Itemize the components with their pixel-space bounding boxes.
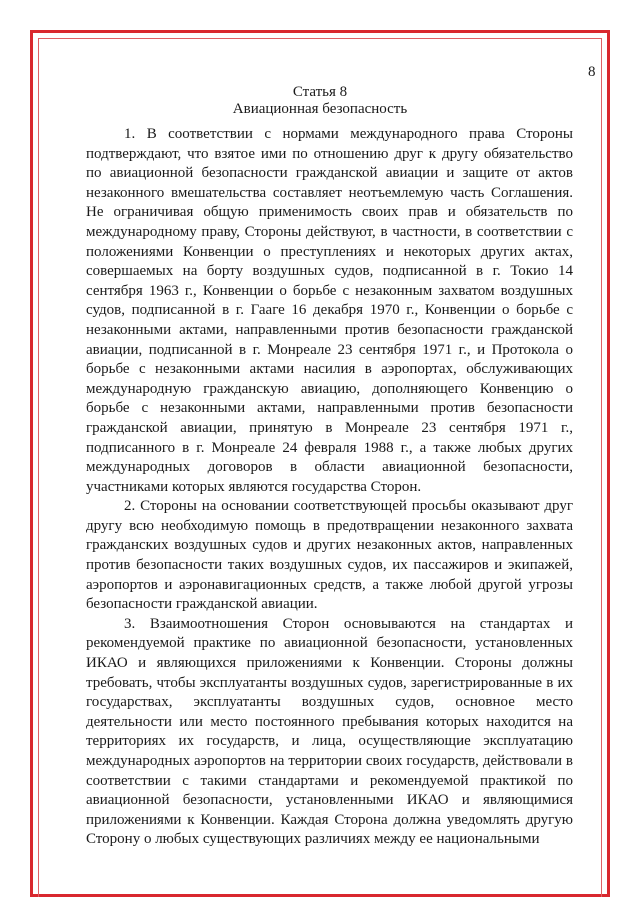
article-subheading: Авиационная безопасность (232, 101, 408, 117)
paragraph-1: 1. В соответствии с нормами международного права Стороны подтверждают, что взятое ими по отношению друг к другу обязательство по авиационной безопасности гражданской авиации и защите от актов незаконного вмешательства составляет неотъемлемую часть Соглашения. Не ограничивая общую применимость своих прав и обязательств по международному праву, Стороны действуют, в частности, в соответствии с положениями Конвенции о преступлениях и некоторых других актах, совершаемых на борту воздушных судов, подписанной в г. Токио 14 сентября 1963 г., Конвенции о борьбе с незаконным захватом воздушных судов, подписанной в г. Гааге 16 декабря 1970 г., Конвенции о борьбе с незаконными актами, направленными против безопасности гражданской авиации, подписанной в г. Монреале 23 сентября 1971 г., и Протокола о борьбе с незаконными актами насилия в аэропортах, обслуживающих международную гражданскую авиацию, дополняющего Конвенцию о борьбе с незаконными актами, направленными против безопасности гражданской авиации, принятую в Монреале 23 сентября 1971 г., подписанного в г. Монреале 24 февраля 1988 г., а также любых других международных договоров в области авиационной безопасности, участниками которых являются государства Сторон. (86, 126, 573, 495)
page-number: 8 (588, 64, 596, 80)
paragraph-3: 3. Взаимоотношения Сторон основываются на стандартах и рекомендуемой практике по авиационной безопасности, установленных ИКАО и являющихся приложениями к Конвенции. Стороны должны требовать, чтобы эксплуатанты воздушных судов, зарегистрированные в их государствах, эксплуатанты воздушных судов, основное место деятельности или место постоянного пребывания которых находится на территориях их государств, и лица, осуществляющие эксплуатацию международных аэропортов на территории своих государств, действовали в соответствии с такими стандартами и рекомендуемой практикой по авиационной безопасности, установленными ИКАО и являющимися приложениями к Конвенции. Каждая Сторона должна уведомлять другую Сторону о любых существующих различиях между ее национальными (86, 615, 573, 848)
article-body (86, 125, 573, 850)
article-heading: Статья 8 (292, 84, 348, 100)
paragraph-2: 2. Стороны на основании соответствующей просьбы оказывают друг другу всю необходимую помощь в предотвращении незаконного захвата гражданских воздушных судов и других незаконных актов, направленных против безопасности таких воздушных судов, их пассажиров и экипажей, аэропортов и аэронавигационных средств, а также любой другой угрозы безопасности гражданской авиации. (86, 498, 573, 613)
